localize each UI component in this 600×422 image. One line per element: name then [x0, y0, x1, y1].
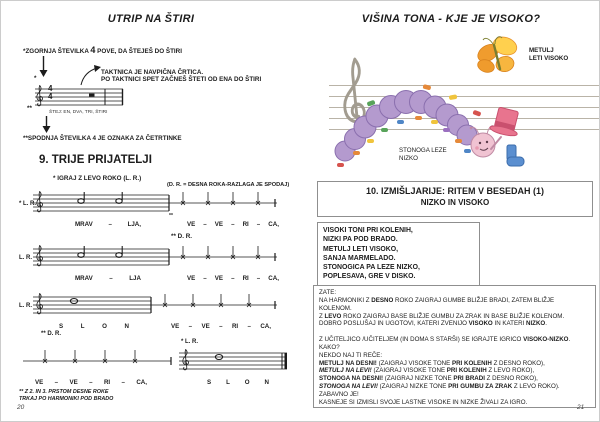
barline-note-line: PO TAKTNICI SPET ZAČNEŠ ŠTETI OD ENA DO ŠTIRI — [101, 76, 262, 83]
caption-line: METULJ — [529, 47, 554, 54]
footnote-line: TRKAJ PO HARMONIKI POD BRADO — [19, 396, 114, 402]
lyric-syllable: VE — [187, 275, 196, 282]
upper-number-note: *ZGORNJA ŠTEVILKA 4 POVE, DA ŠTEJEŠ DO ŠTIRI — [23, 45, 182, 55]
page-number-right: 21 — [577, 404, 585, 411]
lyric-syllable: VE — [69, 379, 78, 386]
lyric-syllable: RI — [231, 323, 239, 330]
lyric-syllable: – — [54, 379, 59, 386]
lyric-syllable: CA, — [268, 275, 279, 282]
lyric-syllable: – — [89, 379, 93, 386]
rhythm-lyrics — [171, 323, 271, 330]
staff-lyrics — [59, 323, 129, 330]
staff-notation — [19, 191, 291, 219]
activity-heading-line1: 10. IZMIŠLJARIJE: RITEM V BESEDAH (1) — [365, 186, 545, 196]
staff-notation — [19, 293, 291, 321]
barline-note-line: TAKTNICA JE NAVPIČNA ČRTICA. — [101, 69, 204, 76]
lyric-syllable: CA, — [268, 221, 279, 228]
lyric-syllable: – — [247, 323, 251, 330]
music-system-4 — [19, 331, 291, 387]
page-number-left: 20 — [17, 404, 25, 411]
lyric-syllable: CA, — [260, 323, 271, 330]
down-arrow-icon — [39, 56, 48, 78]
lyric-syllable: RI — [103, 379, 111, 386]
staff-label: L. R. — [19, 303, 32, 309]
system-hint-right: ** D. R. — [171, 233, 192, 240]
activity-heading-line2: NIZKO IN VISOKO — [420, 198, 490, 207]
lyric-syllable: VE — [201, 323, 210, 330]
lyric-syllable: – — [219, 323, 223, 330]
instruction-line — [319, 328, 590, 336]
lower-number-note: **SPODNJA ŠTEVILKA 4 JE OZNAKA ZA ČETRTINKE — [23, 135, 182, 142]
rhythm-lyrics — [187, 221, 279, 228]
lyric-syllable: N — [264, 379, 269, 386]
down-arrow-icon — [42, 116, 51, 134]
lyric-syllable: – — [203, 275, 207, 282]
page-title-right: VIŠINA TONA - KJE JE VISOKO? — [361, 13, 541, 25]
staff-notation — [19, 245, 291, 273]
instruction-line: KOLENOM. — [319, 304, 352, 312]
lyric-syllable: N — [124, 323, 129, 330]
lyric-syllable: – — [256, 221, 261, 228]
poem-line: SANJA MARMELADO. — [323, 254, 396, 262]
lyric-syllable: RI — [242, 275, 249, 282]
double-star-marker: ** — [27, 105, 32, 112]
butterfly-illustration — [473, 33, 527, 87]
caption-line: NIZKO — [399, 155, 418, 162]
instruction-line: ZABAVNO JE! — [319, 390, 359, 398]
lyric-syllable: MRAV — [75, 221, 93, 228]
footnote — [19, 389, 113, 403]
instruction-line: Z UČITELJICO /UČITELJEM (IN DOMA S STARŠI) SE IGRAJTE IGRICO VISOKO-NIZKO. — [319, 336, 571, 344]
instructions-box — [313, 285, 596, 408]
left-page — [1, 1, 301, 421]
staff-lyrics — [75, 275, 141, 282]
star-marker: * — [34, 75, 37, 82]
lyric-syllable: – — [121, 379, 125, 386]
rhythm-label: ** D. R. — [41, 331, 62, 337]
instruction-line: ZATE: — [319, 289, 337, 296]
system-hint-left: * IGRAJ Z LEVO ROKO (L. R.) — [53, 175, 142, 182]
lyric-syllable: CA, — [136, 379, 147, 386]
poem-box — [317, 222, 480, 286]
rhythm-lyrics — [187, 275, 279, 282]
music-system-1 — [19, 175, 291, 231]
time-signature-staff — [31, 81, 126, 113]
lyric-syllable: LJA, — [127, 221, 141, 228]
rhythm-lyrics — [35, 379, 147, 386]
activity-heading-box — [317, 181, 593, 217]
lyric-syllable: – — [231, 221, 235, 228]
instruction-line: STONOGA NA LEVI! (ZAIGRAJ NIZKE TONE PRI GUMBU ZA ZRAK Z LEVO ROKO). — [319, 383, 560, 391]
lyric-syllable: – — [256, 275, 261, 282]
double-star-marker: ** — [169, 213, 173, 219]
instruction-line: KASNEJE SI IZMISLI SVOJE LASTNE VISOKE IN NIZKE ŽIVALI ZA IGRO. — [319, 398, 528, 406]
staff-lyrics — [207, 379, 269, 386]
instruction-line: METULJ NA LEVI! (ZAIGRAJ VISOKE TONE PRI KOLENIH Z LEVO ROKO), — [319, 367, 535, 375]
time-sig-top: 4 — [48, 84, 53, 93]
caterpillar-caption — [399, 147, 447, 163]
music-system-3 — [19, 287, 291, 333]
lyric-syllable: – — [109, 275, 113, 282]
lyric-syllable: O — [244, 379, 250, 386]
lyric-syllable: L — [226, 379, 230, 386]
lyric-syllable: VE — [187, 221, 196, 228]
section-heading: 9. TRIJE PRIJATELJI — [39, 154, 152, 166]
poem-line: VISOKI TONI PRI KOLENIH, — [323, 227, 413, 234]
instruction-line: NEKDO NAJ TI REČE: — [319, 351, 383, 359]
instruction-line: NA HARMONIKI Z DESNO ROKO ZAIGRAJ GUMBE BLIŽJE BRADI, ZATEM BLIŽJE — [319, 296, 555, 304]
lyric-syllable: VE — [171, 323, 180, 330]
instruction-line: KAKO? — [319, 343, 340, 351]
caption-line: LETI VISOKO — [529, 55, 569, 62]
staff-lyrics — [75, 221, 141, 228]
instruction-line: DOBRO POSLUŠAJ IN UGOTOVI, KATERI ZVENIJO VISOKO IN KATERI NIZKO. — [319, 320, 547, 328]
lyric-syllable: O — [102, 323, 107, 330]
lyric-syllable: – — [108, 221, 112, 228]
music-system-2 — [19, 233, 291, 285]
poem-line: NIZKI PA POD BRADO. — [323, 236, 398, 244]
lyric-syllable: – — [188, 323, 193, 330]
lyric-syllable: – — [231, 275, 235, 282]
lyric-syllable: S — [207, 379, 212, 386]
instruction-line: Z LEVO ROKO ZAIGRAJ BASE BLIŽJE GUMBU ZA ZRAK IN BASE BLIŽJE KOLENOM. — [319, 312, 565, 320]
lyric-syllable: VE — [35, 379, 44, 386]
staff-label: * L. R. — [19, 201, 37, 207]
system-hint-right: (D. R. = DESNA ROKA-RAZLAGA JE SPODAJ) — [167, 182, 290, 188]
count-caption: ŠTEJ: EN, DVA, TRI, ŠTIRI — [49, 110, 108, 115]
poem-line: POPLESAVA, GRE V DISKO. — [323, 273, 416, 281]
right-page — [301, 1, 600, 421]
caption-line: STONOGA LEZE — [399, 147, 447, 154]
lyric-syllable: VE — [214, 275, 224, 282]
lyric-syllable: RI — [242, 221, 249, 228]
poem-line: METULJ LETI VISOKO, — [323, 245, 399, 253]
lyric-syllable: – — [203, 221, 207, 228]
footnote-line: ** Z 2. IN 3. PRSTOM DESNE ROKE — [19, 389, 109, 395]
staff-label: * L. R. — [181, 339, 199, 345]
staff-notation — [19, 349, 291, 377]
staff-label: L. R. — [19, 255, 32, 261]
lyric-syllable: MRAV — [75, 275, 93, 282]
page-title-left: UTRIP NA ŠTIRI — [107, 13, 195, 25]
poem-line: STONOGICA PA LEZE NIZKO, — [323, 264, 420, 272]
lyric-syllable: LJA — [129, 275, 141, 282]
lyric-syllable: VE — [214, 221, 224, 228]
time-sig-bottom: 4 — [48, 92, 53, 101]
lyric-syllable: S — [59, 323, 64, 330]
instruction-line: METULJ NA DESNI! (ZAIGRAJ VISOKE TONE PRI KOLENIH Z DESNO ROKO), — [319, 359, 545, 367]
butterfly-caption — [529, 47, 568, 63]
instruction-line: STONOGA NA DESNI! (ZAIGRAJ NIZKE TONE PRI BRADI Z DESNO ROKO), — [319, 375, 538, 383]
lyric-syllable: L — [80, 323, 85, 330]
